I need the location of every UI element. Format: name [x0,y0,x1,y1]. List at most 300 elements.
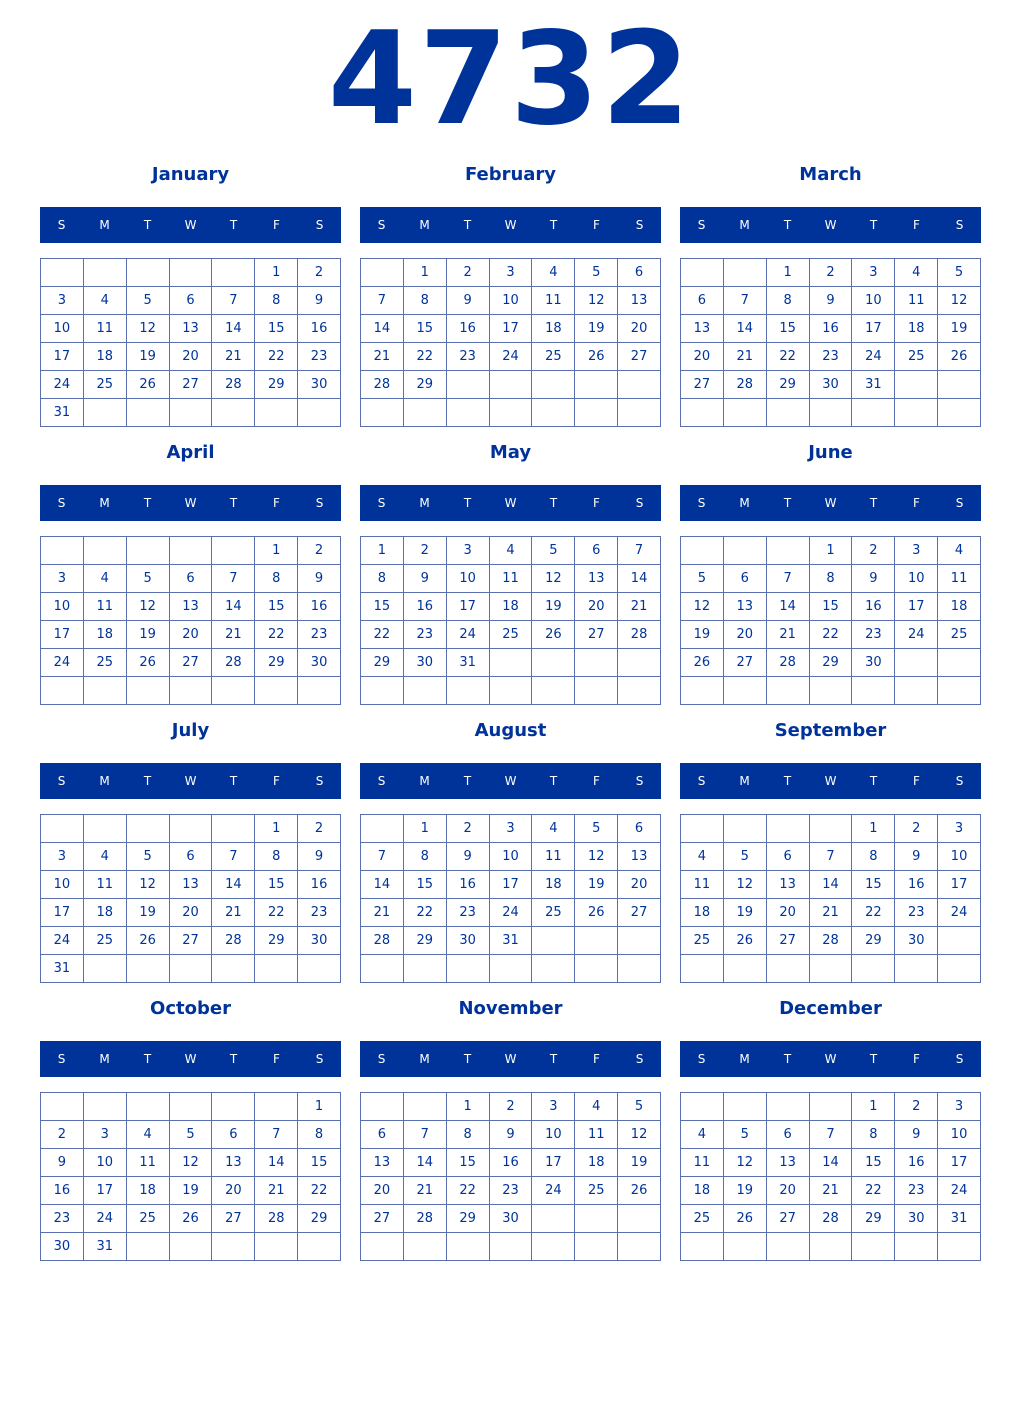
empty-day-cell [618,955,661,983]
day-cell: 7 [810,843,853,871]
day-grid [680,258,981,427]
weekday-label: T [143,774,152,788]
day-cell: 30 [852,649,895,677]
day-cell: 13 [618,843,661,871]
empty-day-cell [127,537,170,565]
day-cell: 1 [404,259,447,287]
day-cell: 28 [404,1205,447,1233]
day-cell: 21 [212,343,255,371]
day-cell: 1 [852,815,895,843]
day-cell: 12 [532,565,575,593]
day-cell: 20 [361,1177,404,1205]
weekday-header [360,763,661,799]
day-cell: 27 [767,927,810,955]
empty-day-cell [447,399,490,427]
day-cell: 25 [938,621,981,649]
day-cell: 22 [361,621,404,649]
weekday-header [40,485,341,521]
empty-day-cell [618,371,661,399]
weekday-label: S [315,774,324,788]
day-cell: 21 [767,621,810,649]
day-cell: 14 [810,1149,853,1177]
day-cell: 9 [298,843,341,871]
day-cell: 2 [298,259,341,287]
day-cell: 18 [84,621,127,649]
empty-day-cell [575,955,618,983]
day-cell: 22 [852,899,895,927]
day-cell: 2 [447,259,490,287]
empty-day-cell [298,1233,341,1261]
weekday-label: S [697,496,706,510]
day-cell: 27 [170,927,213,955]
empty-day-cell [895,955,938,983]
weekday-label: S [955,496,964,510]
empty-day-cell [895,677,938,705]
day-cell: 19 [532,593,575,621]
empty-day-cell [938,649,981,677]
empty-day-cell [127,1233,170,1261]
empty-day-cell [84,259,127,287]
day-cell: 21 [361,343,404,371]
day-cell: 23 [447,899,490,927]
day-cell: 10 [41,315,84,343]
day-cell: 23 [447,343,490,371]
weekday-header [360,1041,661,1077]
year-title: 4732 [327,5,693,154]
day-cell: 25 [681,1205,724,1233]
day-cell: 10 [84,1149,127,1177]
day-cell: 2 [298,815,341,843]
empty-day-cell [681,1233,724,1261]
day-cell: 15 [361,593,404,621]
month-title: January [151,164,230,185]
empty-day-cell [532,649,575,677]
day-cell: 13 [575,565,618,593]
weekday-label: T [869,496,878,510]
day-cell: 13 [170,871,213,899]
empty-day-cell [255,1233,298,1261]
day-cell: 31 [84,1233,127,1261]
empty-day-cell [618,927,661,955]
day-cell: 12 [724,871,767,899]
weekday-label: S [57,1052,66,1066]
day-cell: 3 [938,815,981,843]
day-cell: 19 [938,315,981,343]
day-cell: 8 [404,843,447,871]
day-cell: 18 [532,871,575,899]
empty-day-cell [810,1093,853,1121]
month-title: July [171,720,210,741]
day-cell: 14 [724,315,767,343]
day-cell: 12 [724,1149,767,1177]
day-cell: 25 [84,371,127,399]
weekday-label: M [99,218,110,232]
empty-day-cell [41,815,84,843]
weekday-label: T [783,1052,792,1066]
empty-day-cell [170,1233,213,1261]
day-cell: 1 [767,259,810,287]
day-cell: 24 [41,927,84,955]
day-cell: 17 [532,1149,575,1177]
weekday-label: T [463,496,472,510]
day-cell: 11 [532,843,575,871]
day-cell: 20 [170,899,213,927]
weekday-header [680,485,981,521]
day-cell: 4 [681,843,724,871]
day-cell: 20 [170,343,213,371]
empty-day-cell [127,677,170,705]
day-cell: 8 [852,843,895,871]
day-cell: 6 [361,1121,404,1149]
day-cell: 29 [298,1205,341,1233]
day-cell: 5 [724,843,767,871]
day-cell: 3 [84,1121,127,1149]
day-cell: 29 [767,371,810,399]
weekday-label: M [99,496,110,510]
empty-day-cell [212,259,255,287]
day-cell: 5 [170,1121,213,1149]
day-cell: 9 [41,1149,84,1177]
day-cell: 28 [618,621,661,649]
weekday-label: W [184,774,197,788]
day-cell: 4 [84,843,127,871]
day-cell: 7 [212,565,255,593]
day-cell: 28 [361,927,404,955]
empty-day-cell [810,677,853,705]
weekday-label: F [273,1052,280,1066]
day-cell: 6 [767,1121,810,1149]
day-cell: 4 [127,1121,170,1149]
day-cell: 3 [490,815,533,843]
day-cell: 15 [447,1149,490,1177]
day-cell: 13 [724,593,767,621]
day-cell: 5 [618,1093,661,1121]
day-cell: 8 [447,1121,490,1149]
day-cell: 15 [810,593,853,621]
day-cell: 2 [404,537,447,565]
month-title: August [474,720,547,741]
day-cell: 13 [170,593,213,621]
day-grid [40,258,341,427]
day-cell: 27 [361,1205,404,1233]
empty-day-cell [724,1093,767,1121]
empty-day-cell [575,1233,618,1261]
day-cell: 18 [532,315,575,343]
day-cell: 4 [532,815,575,843]
empty-day-cell [618,677,661,705]
weekday-label: S [635,1052,644,1066]
day-cell: 15 [404,871,447,899]
empty-day-cell [84,815,127,843]
weekday-label: F [273,774,280,788]
month-title: March [799,164,862,185]
day-cell: 26 [170,1205,213,1233]
day-cell: 27 [767,1205,810,1233]
day-cell: 20 [618,871,661,899]
day-cell: 9 [895,843,938,871]
day-cell: 6 [170,287,213,315]
day-cell: 16 [895,871,938,899]
day-cell: 31 [490,927,533,955]
day-cell: 19 [127,343,170,371]
weekday-label: F [913,774,920,788]
day-cell: 29 [852,927,895,955]
day-cell: 6 [212,1121,255,1149]
empty-day-cell [170,815,213,843]
day-cell: 10 [852,287,895,315]
empty-day-cell [170,955,213,983]
day-cell: 16 [404,593,447,621]
weekday-header [680,763,981,799]
day-cell: 26 [127,927,170,955]
day-cell: 11 [84,593,127,621]
day-cell: 20 [618,315,661,343]
day-cell: 19 [618,1149,661,1177]
day-cell: 14 [618,565,661,593]
empty-day-cell [895,649,938,677]
empty-day-cell [127,955,170,983]
empty-day-cell [575,927,618,955]
day-cell: 5 [127,843,170,871]
day-cell: 8 [255,287,298,315]
day-cell: 14 [255,1149,298,1177]
day-cell: 8 [810,565,853,593]
day-cell: 29 [361,649,404,677]
day-cell: 25 [127,1205,170,1233]
day-cell: 2 [298,537,341,565]
day-cell: 6 [618,259,661,287]
day-cell: 7 [724,287,767,315]
empty-day-cell [532,1205,575,1233]
day-grid [680,536,981,705]
day-cell: 1 [810,537,853,565]
day-cell: 30 [298,371,341,399]
day-cell: 13 [212,1149,255,1177]
empty-day-cell [170,1093,213,1121]
empty-day-cell [681,815,724,843]
empty-day-cell [361,259,404,287]
day-cell: 30 [490,1205,533,1233]
day-cell: 17 [490,871,533,899]
day-cell: 14 [361,315,404,343]
weekday-label: S [697,218,706,232]
weekday-label: F [273,218,280,232]
month-title: October [150,998,231,1019]
day-cell: 10 [447,565,490,593]
weekday-label: T [229,218,238,232]
empty-day-cell [724,259,767,287]
day-cell: 3 [852,259,895,287]
day-cell: 11 [532,287,575,315]
day-cell: 6 [170,843,213,871]
weekday-label: S [57,496,66,510]
day-cell: 28 [724,371,767,399]
weekday-label: W [824,496,837,510]
weekday-label: T [549,496,558,510]
day-cell: 30 [404,649,447,677]
day-cell: 3 [490,259,533,287]
empty-day-cell [532,677,575,705]
day-cell: 29 [447,1205,490,1233]
empty-day-cell [724,815,767,843]
empty-day-cell [724,537,767,565]
day-cell: 28 [255,1205,298,1233]
day-cell: 11 [938,565,981,593]
empty-day-cell [810,1233,853,1261]
day-cell: 20 [170,621,213,649]
day-cell: 25 [681,927,724,955]
weekday-label: S [57,774,66,788]
day-cell: 7 [810,1121,853,1149]
day-cell: 16 [41,1177,84,1205]
month-title: September [774,720,887,741]
day-cell: 10 [532,1121,575,1149]
empty-day-cell [447,955,490,983]
weekday-label: T [143,496,152,510]
day-cell: 29 [810,649,853,677]
day-cell: 29 [255,927,298,955]
day-cell: 14 [212,315,255,343]
empty-day-cell [575,677,618,705]
day-cell: 24 [41,371,84,399]
day-grid [40,1092,341,1261]
day-cell: 8 [361,565,404,593]
day-cell: 29 [852,1205,895,1233]
day-cell: 14 [361,871,404,899]
day-cell: 22 [810,621,853,649]
day-cell: 20 [767,1177,810,1205]
day-cell: 24 [490,899,533,927]
day-cell: 20 [575,593,618,621]
day-cell: 6 [767,843,810,871]
weekday-label: T [869,218,878,232]
day-cell: 2 [447,815,490,843]
weekday-label: M [739,496,750,510]
day-cell: 31 [938,1205,981,1233]
day-cell: 2 [895,815,938,843]
day-cell: 4 [938,537,981,565]
empty-day-cell [618,1205,661,1233]
weekday-label: W [504,774,517,788]
day-cell: 16 [895,1149,938,1177]
weekday-label: T [549,218,558,232]
day-cell: 22 [255,899,298,927]
day-cell: 6 [618,815,661,843]
day-cell: 10 [41,593,84,621]
empty-day-cell [41,1093,84,1121]
day-cell: 26 [618,1177,661,1205]
empty-day-cell [404,1233,447,1261]
day-cell: 5 [127,565,170,593]
day-cell: 18 [490,593,533,621]
day-cell: 12 [127,593,170,621]
day-cell: 7 [212,843,255,871]
empty-day-cell [938,1233,981,1261]
day-cell: 21 [361,899,404,927]
day-grid [360,814,661,983]
day-cell: 10 [895,565,938,593]
empty-day-cell [41,677,84,705]
day-cell: 10 [41,871,84,899]
empty-day-cell [84,677,127,705]
empty-day-cell [404,399,447,427]
day-cell: 24 [447,621,490,649]
day-cell: 28 [767,649,810,677]
day-cell: 23 [810,343,853,371]
empty-day-cell [212,677,255,705]
month-title: February [464,164,557,185]
day-cell: 26 [127,649,170,677]
day-cell: 10 [938,1121,981,1149]
day-cell: 24 [84,1205,127,1233]
empty-day-cell [447,371,490,399]
weekday-label: M [419,496,430,510]
empty-day-cell [767,399,810,427]
day-cell: 13 [767,871,810,899]
day-cell: 5 [532,537,575,565]
day-cell: 26 [575,343,618,371]
day-cell: 3 [895,537,938,565]
day-cell: 5 [938,259,981,287]
empty-day-cell [810,955,853,983]
empty-day-cell [681,955,724,983]
weekday-header [680,1041,981,1077]
day-cell: 11 [575,1121,618,1149]
empty-day-cell [681,1093,724,1121]
day-cell: 24 [938,1177,981,1205]
weekday-label: S [315,496,324,510]
empty-day-cell [938,371,981,399]
empty-day-cell [575,649,618,677]
day-grid [360,258,661,427]
empty-day-cell [212,1233,255,1261]
day-cell: 10 [490,843,533,871]
weekday-label: T [783,218,792,232]
day-cell: 14 [404,1149,447,1177]
day-cell: 26 [681,649,724,677]
day-cell: 27 [170,371,213,399]
empty-day-cell [170,677,213,705]
day-cell: 26 [724,927,767,955]
day-cell: 17 [852,315,895,343]
day-cell: 16 [490,1149,533,1177]
day-cell: 27 [724,649,767,677]
day-cell: 3 [447,537,490,565]
day-cell: 17 [84,1177,127,1205]
day-cell: 26 [532,621,575,649]
weekday-label: T [229,1052,238,1066]
day-cell: 11 [681,871,724,899]
day-cell: 19 [127,621,170,649]
empty-day-cell [212,1093,255,1121]
day-cell: 4 [895,259,938,287]
day-cell: 23 [298,621,341,649]
day-cell: 17 [447,593,490,621]
empty-day-cell [404,1093,447,1121]
day-cell: 26 [724,1205,767,1233]
day-cell: 23 [852,621,895,649]
empty-day-cell [938,955,981,983]
weekday-label: M [419,218,430,232]
empty-day-cell [127,1093,170,1121]
day-cell: 14 [212,871,255,899]
day-cell: 19 [127,899,170,927]
day-cell: 23 [895,1177,938,1205]
empty-day-cell [681,677,724,705]
empty-day-cell [212,399,255,427]
weekday-label: M [739,1052,750,1066]
day-cell: 20 [681,343,724,371]
